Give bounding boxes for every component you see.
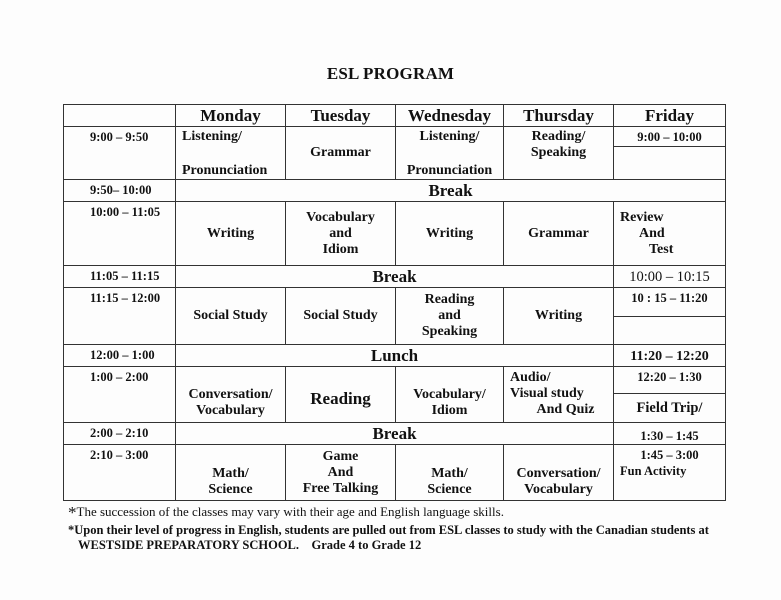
class-label: And Quiz xyxy=(536,402,595,417)
class-label: and xyxy=(329,225,352,241)
class-label: Listening/ xyxy=(182,129,242,144)
class-cell-monday xyxy=(176,367,286,423)
time-slot-cell: 11:05 – 11:15 xyxy=(64,266,176,288)
time-slot-cell: 11:15 – 12:00 xyxy=(64,288,176,345)
grade-range: Grade 4 to Grade 12 xyxy=(311,538,422,552)
class-cell-thursday: Writing xyxy=(504,288,614,345)
class-label: Conversation/ xyxy=(516,465,601,481)
corner-cell xyxy=(64,105,176,127)
class-label: Speaking xyxy=(530,145,587,160)
break-cell: Break xyxy=(176,423,614,445)
school-name: WESTSIDE PREPARATORY SCHOOL. xyxy=(78,538,300,552)
class-label: Science xyxy=(208,481,253,497)
day-header-monday: Monday xyxy=(176,105,286,127)
class-label: Vocabulary xyxy=(524,481,593,497)
footnote-text: The succession of the classes may vary with their age and English language skills. xyxy=(76,504,504,519)
class-label: Pronunciation xyxy=(406,163,493,178)
class-label: And xyxy=(639,225,665,241)
class-cell-thursday xyxy=(504,127,614,180)
friday-time-cell: 10:00 – 10:15 xyxy=(614,266,726,288)
day-header-wednesday: Wednesday xyxy=(396,105,504,127)
class-cell-thursday xyxy=(504,367,614,423)
friday-time-cell: 12:20 – 1:30 xyxy=(614,367,726,394)
time-slot-cell: 1:00 – 2:00 xyxy=(64,367,176,423)
class-cell-wednesday xyxy=(396,367,504,423)
friday-time-cell: 11:20 – 12:20 xyxy=(614,345,726,367)
class-cell-tuesday: Social Study xyxy=(286,288,396,345)
break-cell: Break xyxy=(176,180,726,202)
day-header-tuesday: Tuesday xyxy=(286,105,396,127)
class-label: Vocabulary/ xyxy=(413,386,486,402)
page-title: ESL PROGRAM xyxy=(326,64,455,83)
class-label: and xyxy=(438,308,461,323)
time-slot-cell: 10:00 – 11:05 xyxy=(64,202,176,266)
class-label: Vocabulary xyxy=(306,209,375,225)
table-row xyxy=(64,367,726,394)
class-label: Math/ xyxy=(431,465,468,481)
break-row xyxy=(64,423,726,445)
table-row xyxy=(64,202,726,266)
class-label: Test xyxy=(649,241,674,257)
time-slot-cell: 9:00 – 9:50 xyxy=(64,127,176,180)
footnote-pullout xyxy=(68,523,709,553)
class-label: Idiom xyxy=(322,241,359,257)
empty-cell xyxy=(614,317,726,345)
class-cell-tuesday: Reading xyxy=(286,367,396,423)
time-slot-cell: 12:00 – 1:00 xyxy=(64,345,176,367)
class-label: Reading/ xyxy=(531,129,586,144)
schedule-table xyxy=(63,104,726,501)
class-cell-wednesday xyxy=(396,288,504,345)
table-row xyxy=(64,127,726,147)
class-cell-friday: Field Trip/ xyxy=(614,394,726,423)
class-cell-tuesday: Grammar xyxy=(286,127,396,180)
class-label: Visual study xyxy=(510,386,584,401)
class-label: 1:45 – 3:00 xyxy=(640,448,699,462)
break-row xyxy=(64,180,726,202)
class-label: And xyxy=(327,464,354,480)
footnote-variation xyxy=(68,504,504,520)
class-cell-wednesday xyxy=(396,445,504,501)
header-row xyxy=(64,105,726,127)
class-cell-monday: Writing xyxy=(176,202,286,266)
class-label: Conversation/ xyxy=(188,386,273,402)
friday-time-cell: 9:00 – 10:00 xyxy=(614,127,726,147)
friday-time-cell: 10 : 15 – 11:20 xyxy=(614,288,726,317)
class-cell-monday xyxy=(176,127,286,180)
class-label: Fun Activity xyxy=(620,464,687,478)
table-row xyxy=(64,288,726,317)
class-label: Speaking xyxy=(421,324,478,339)
break-row xyxy=(64,266,726,288)
time-slot-cell: 9:50– 10:00 xyxy=(64,180,176,202)
class-label: Listening/ xyxy=(419,129,480,144)
class-cell-wednesday xyxy=(396,127,504,180)
class-label: Review xyxy=(620,209,664,225)
class-label: Pronunciation xyxy=(182,163,268,178)
lunch-cell: Lunch xyxy=(176,345,614,367)
class-label: Science xyxy=(427,481,472,497)
class-label: Math/ xyxy=(212,465,249,481)
class-cell-tuesday xyxy=(286,445,396,501)
class-label: Game xyxy=(322,448,359,464)
footnote-text: *Upon their level of progress in English, students are pulled out from ESL classes to study with the Canadian students at xyxy=(68,523,709,537)
class-cell-friday xyxy=(614,202,726,266)
friday-time-cell: 1:30 – 1:45 xyxy=(614,423,726,445)
class-label: Free Talking xyxy=(302,480,379,496)
day-header-friday: Friday xyxy=(614,105,726,127)
day-header-thursday: Thursday xyxy=(504,105,614,127)
class-cell-friday xyxy=(614,445,726,501)
time-slot-cell: 2:10 – 3:00 xyxy=(64,445,176,501)
class-cell-thursday xyxy=(504,445,614,501)
time-slot-cell: 2:00 – 2:10 xyxy=(64,423,176,445)
footnote-line2 xyxy=(68,538,709,553)
class-cell-wednesday: Writing xyxy=(396,202,504,266)
class-label: Vocabulary xyxy=(196,402,265,418)
asterisk: * xyxy=(68,503,77,522)
class-cell-thursday: Grammar xyxy=(504,202,614,266)
class-cell-monday: Social Study xyxy=(176,288,286,345)
class-cell-tuesday xyxy=(286,202,396,266)
table-row xyxy=(64,445,726,501)
lunch-row xyxy=(64,345,726,367)
break-cell: Break xyxy=(176,266,614,288)
class-label: Audio/ xyxy=(510,370,551,385)
class-label: Reading xyxy=(424,292,475,307)
class-label: Idiom xyxy=(431,402,468,418)
class-cell-monday xyxy=(176,445,286,501)
empty-cell xyxy=(614,147,726,180)
